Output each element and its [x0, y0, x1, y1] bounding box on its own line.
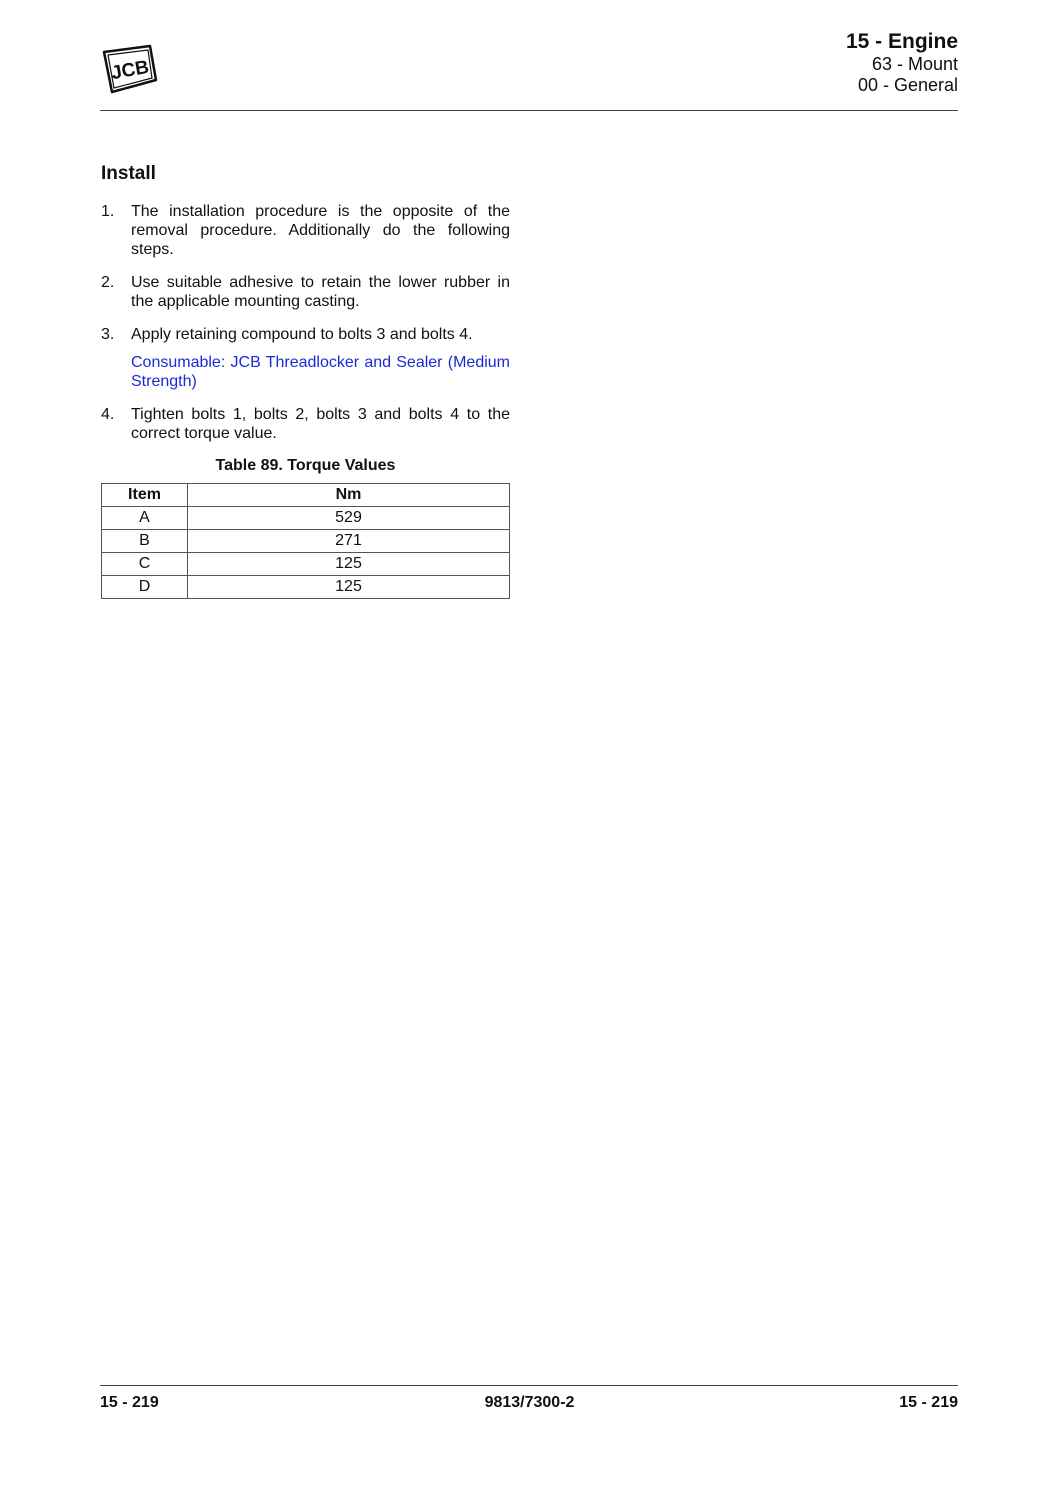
table-caption: Table 89. Torque Values [215, 457, 396, 474]
cell-nm: 271 [188, 530, 510, 553]
cell-nm: 529 [188, 507, 510, 530]
page-number-right: 15 - 219 [899, 1394, 958, 1411]
step-3 [101, 325, 510, 391]
cell-item: C [102, 553, 188, 576]
topic-title: 00 - General [857, 75, 958, 95]
cell-nm: 125 [188, 553, 510, 576]
column-header-item: Item [102, 484, 188, 507]
table-header-row [102, 484, 510, 507]
step-2 [101, 273, 510, 311]
table-row [102, 507, 510, 530]
step-text: Use suitable adhesive to retain the lower rubber in the applicable mounting casting. [131, 274, 510, 310]
table-row [102, 553, 510, 576]
footer-divider [100, 1385, 958, 1386]
subsection-title: 63 - Mount [871, 54, 958, 74]
table-row [102, 576, 510, 599]
header-divider [100, 110, 958, 111]
torque-values-table [101, 483, 510, 599]
jcb-logo [100, 42, 158, 96]
section-title: Install [101, 163, 156, 184]
table-row [102, 530, 510, 553]
step-4 [101, 405, 510, 443]
section-header [846, 30, 958, 96]
cell-item: B [102, 530, 188, 553]
step-number: 4. [101, 406, 115, 423]
install-steps [101, 202, 510, 443]
consumable-link[interactable]: Consumable: JCB Threadlocker and Sealer (Medium Strength) [131, 354, 510, 390]
step-number: 3. [101, 326, 115, 343]
install-section [101, 163, 510, 599]
cell-item: D [102, 576, 188, 599]
cell-nm: 125 [188, 576, 510, 599]
chapter-title: 15 - Engine [845, 30, 958, 53]
step-text: Tighten bolts 1, bolts 2, bolts 3 and bolts 4 to the correct torque value. [131, 406, 510, 442]
step-number: 2. [101, 274, 115, 291]
step-number: 1. [101, 203, 115, 220]
step-1 [101, 202, 510, 259]
document-number: 9813/7300-2 [484, 1394, 575, 1411]
column-header-nm: Nm [188, 484, 510, 507]
page-number-left: 15 - 219 [100, 1394, 159, 1411]
svg-text:JCB: JCB [109, 56, 151, 85]
step-text: The installation procedure is the opposite of the removal procedure. Additionally do the following steps. [131, 203, 510, 258]
step-text: Apply retaining compound to bolts 3 and bolts 4. [131, 326, 473, 343]
cell-item: A [102, 507, 188, 530]
